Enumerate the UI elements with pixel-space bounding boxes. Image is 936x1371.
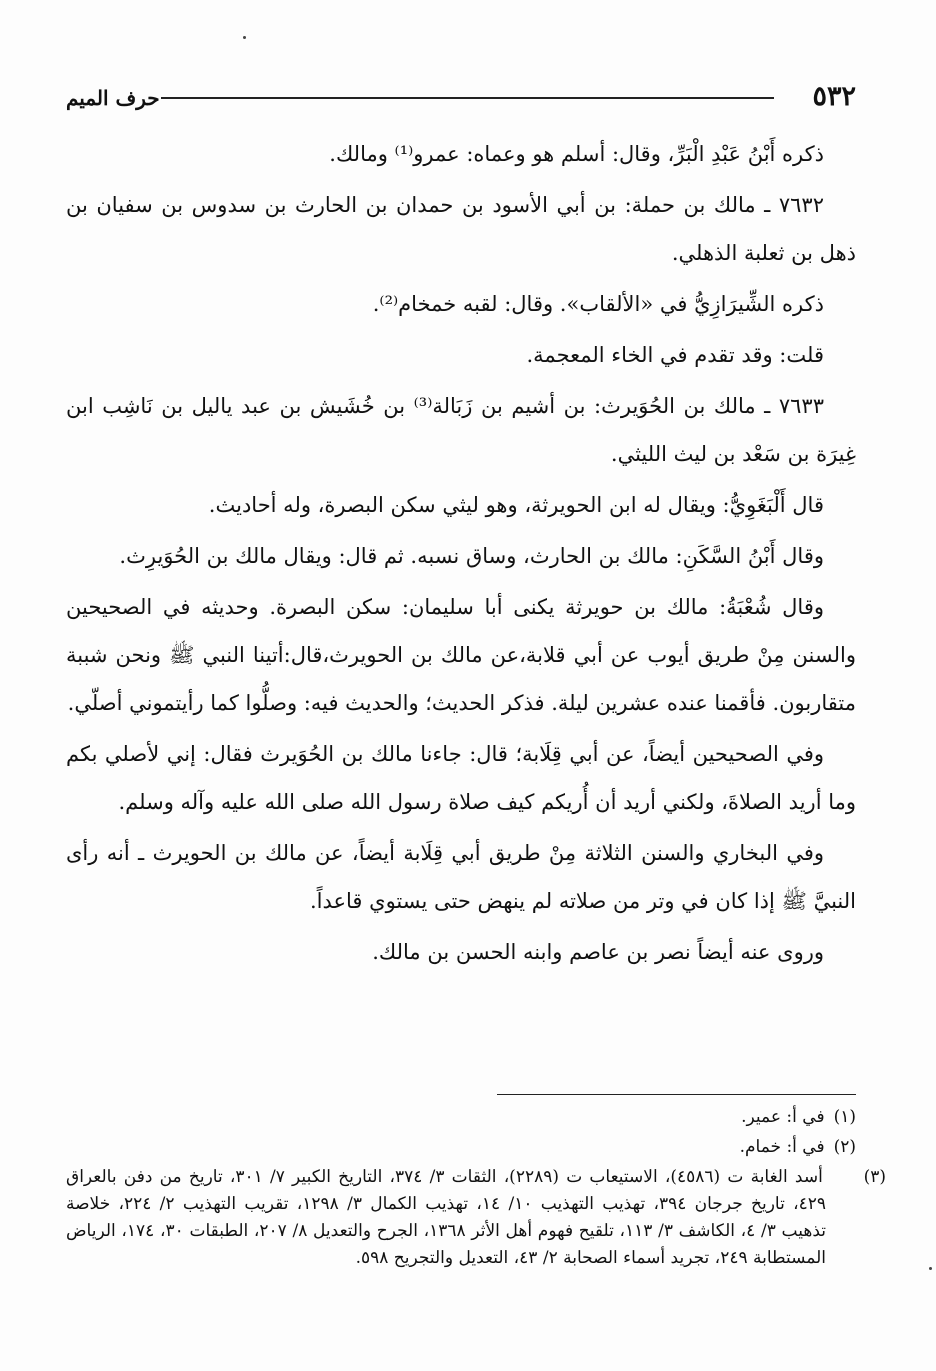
- footnote: [66, 1134, 856, 1161]
- footnote: [66, 1164, 886, 1272]
- paragraph: قلت: وقد تقدم في الخاء المعجمة.: [526, 343, 824, 367]
- scan-speck: [243, 36, 246, 39]
- footnote-text: في أ: خمام.: [739, 1137, 825, 1157]
- entry-paragraph: ٧٦٣٢ ـ مالك بن حملة: بن أبي الأسود بن حمدان بن الحارث بن سدوس بن سفيان بن ذهل بن ثعلبة الذهلي.: [66, 193, 856, 265]
- footnote: [66, 1104, 856, 1131]
- paragraph: وقال أَبْنُ السَّكَنِ: مالك بن الحارث، وساق نسبه. ثم قال: ويقال مالك بن الحُوَيرِث.: [119, 544, 824, 568]
- paragraph: ذكره أَبْنُ عَبْدِ الْبَرِّ، وقال: أسلم هو وعماه: عمرو⁽¹⁾ ومالك.: [329, 142, 824, 166]
- scan-speck: [929, 1267, 932, 1270]
- footnote-separator: [497, 1094, 856, 1095]
- paragraph: وفي الصحيحين أيضاً، عن أبي قِلَابة؛ قال: جاءنا مالك بن الحُوَيرث فقال: إني لأصلي بكم وما أريد الصلاةَ، ولكني أريد أن أُريكم كيف صلاة رسول الله صلى الله عليه وآله وسلم.: [66, 742, 856, 814]
- paragraph: وروى عنه أيضاً نصر بن عاصم وابنه الحسن بن مالك.: [372, 940, 824, 964]
- paragraph: وقال شُعْبَةُ: مالك بن حويرثة يكنى أبا سليمان: سكن البصرة. وحديثه في الصحيحين والسنن مِنْ طريق أيوب عن أبي قلابة،عن مالك بن الحويرث،قال:أتينا النبي ﷺ ونحن شببة متقاربون. فأقمنا عنده عشرين ليلة. فذكر الحديث؛ والحديث فيه: وصلُّوا كما رأيتموني أصلّي.: [66, 595, 856, 715]
- paragraph: قال أَلْبَغَوِيُّ: ويقال له ابن الحويرثة، وهو ليثي سكن البصرة، وله أحاديث.: [208, 493, 824, 517]
- running-title: حرف الميم: [66, 86, 160, 110]
- main-text: [66, 130, 856, 979]
- footnote-number: (٣): [863, 1167, 886, 1187]
- footnote-text: في أ: عمير.: [741, 1107, 825, 1127]
- footnotes: [66, 1104, 886, 1275]
- footnote-text: أسد الغابة ت (٤٥٨٦)، الاستيعاب ت (٢٢٨٩)، الثقات ٣/ ٣٧٤، التاريخ الكبير ٧/ ٣٠١، تاريخ من دفن بالعراق ٤٢٩، تاريخ جرجان ٣٩٤، تهذيب التهذيب ١٠/ ١٤، تهذيب الكمال ٣/ ١٢٩٨، تقريب التهذيب ٢/ ٢٢٤، خلاصة تذهيب ٣/ ٤، الكاشف ٣/ ١١٣، تلقيح فهوم أهل الأثر ١٣٦٨، الجرح والتعديل ٨/ ٢٠٧، الطبقات ٣٠، ١٧٤، الرياض المستطابة ٢٤٩، تجريد أسماء الصحابة ٢/ ٤٣، التعديل والتجريح ٥٩٨.: [66, 1167, 827, 1268]
- paragraph: وفي البخاري والسنن الثلاثة مِنْ طريق أبي قِلَابة أيضاً، عن مالك بن الحويرث ـ أنه رأى النبيَّ ﷺ إذا كان في وتر من صلاته لم ينهض حتى يستوي قاعداً.: [66, 841, 856, 913]
- page-header: [66, 78, 856, 118]
- paragraph: ذكره الشِّيرَازِيُّ في «الألقاب». وقال: لقبه خمخام⁽²⁾.: [372, 292, 824, 316]
- footnote-number: (١): [833, 1107, 856, 1127]
- entry-paragraph: ٧٦٣٣ ـ مالك بن الحُوَيرث: بن أشيم بن زَبَالة⁽³⁾ بن خُشَيش بن عبد ياليل بن نَاشِب ابن غِيرَة بن سَعْد بن ليث الليثي.: [66, 394, 856, 466]
- page-number: ٥٣٢: [812, 81, 856, 112]
- footnote-number: (٢): [833, 1137, 856, 1157]
- header-rule: [161, 97, 774, 99]
